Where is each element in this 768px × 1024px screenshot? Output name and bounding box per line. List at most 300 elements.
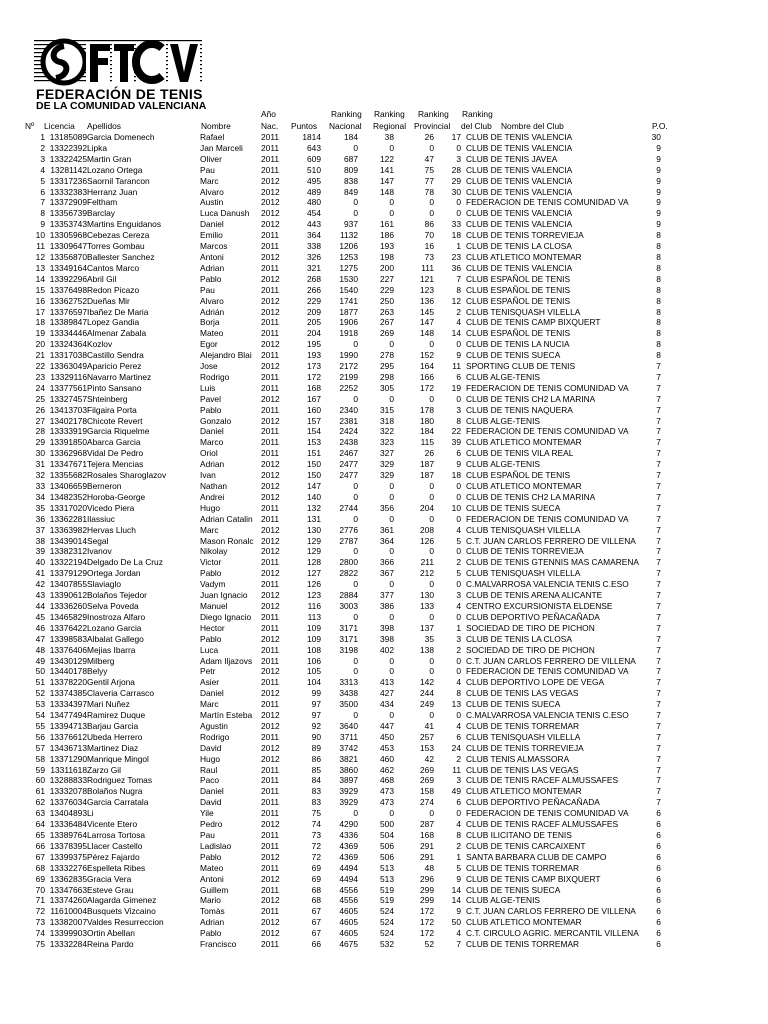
- cell-licencia: 13185089: [49, 132, 87, 142]
- cell-licencia: 13336484: [49, 819, 87, 830]
- cell-rank-nacional: 4605: [339, 928, 358, 939]
- cell-rank-regional: 356: [380, 502, 394, 513]
- cell-rank-club: 18: [451, 470, 461, 481]
- table-row: [24, 874, 661, 885]
- cell-ano-nac: 2011: [261, 317, 280, 328]
- cell-rank-regional: 427: [380, 688, 394, 699]
- cell-row-number: 3: [40, 153, 45, 164]
- cell-apellidos: Ivanov: [87, 546, 112, 557]
- cell-club-name: CLUB DE TENIS JAVEA: [466, 153, 558, 164]
- cell-rank-nacional: 3711: [339, 731, 358, 742]
- table-row: [24, 470, 661, 481]
- cell-po: 6: [656, 840, 661, 851]
- cell-rank-provincial: 0: [429, 339, 434, 350]
- table-row: [24, 459, 661, 470]
- cell-rank-club: 0: [456, 142, 461, 153]
- cell-row-number: 35: [35, 502, 45, 513]
- cell-puntos: 153: [307, 437, 321, 448]
- cell-apellidos: Horoba-George: [87, 491, 146, 502]
- cell-rank-regional: 322: [380, 426, 394, 437]
- cell-licencia: 13311618: [50, 764, 87, 775]
- cell-apellidos: Ortin Abellan: [87, 928, 135, 939]
- cell-puntos: 321: [307, 262, 321, 273]
- table-row: [24, 852, 661, 863]
- cell-apellidos: Shteinberg: [87, 393, 128, 404]
- cell-rank-provincial: 172: [420, 906, 434, 917]
- cell-licencia: 13374260: [49, 895, 87, 906]
- cell-club-name: FEDERACION DE TENIS COMUNIDAD VA: [466, 382, 629, 393]
- cell-apellidos: Reina Pardo: [87, 939, 134, 950]
- table-row: [24, 917, 661, 928]
- cell-licencia: 13317038: [49, 350, 87, 361]
- cell-po: 8: [656, 251, 661, 262]
- cell-rank-regional: 38: [384, 132, 394, 142]
- cell-licencia: 13356870: [49, 251, 87, 262]
- cell-rank-nacional: 1906: [339, 317, 358, 328]
- cell-ano-nac: 2011: [261, 502, 280, 513]
- cell-row-number: 7: [40, 197, 45, 208]
- cell-rank-provincial: 164: [420, 361, 434, 372]
- cell-po: 8: [656, 284, 661, 295]
- cell-club-name: CLUB ALGE-TENIS: [466, 371, 541, 382]
- cell-rank-provincial: 75: [424, 164, 434, 175]
- cell-apellidos: Saornil Tarancon: [87, 175, 150, 186]
- table-row: [24, 274, 661, 285]
- cell-licencia: 13389847: [49, 317, 87, 328]
- cell-row-number: 27: [35, 415, 45, 426]
- table-row: [24, 612, 661, 623]
- cell-rank-regional: 506: [380, 851, 394, 862]
- cell-row-number: 61: [35, 786, 45, 797]
- cell-puntos: 168: [307, 382, 321, 393]
- cell-po: 9: [656, 142, 661, 153]
- cell-apellidos: Ortega Jordan: [87, 568, 141, 579]
- cell-ano-nac: 2011: [261, 622, 280, 633]
- cell-rank-provincial: 148: [420, 328, 434, 339]
- cell-rank-provincial: 26: [424, 448, 434, 459]
- cell-row-number: 25: [35, 393, 45, 404]
- cell-row-number: 38: [35, 535, 45, 546]
- table-row: [24, 536, 661, 547]
- cell-po: 6: [656, 917, 661, 928]
- cell-po: 7: [656, 568, 661, 579]
- cell-rank-nacional: 0: [353, 513, 358, 524]
- cell-puntos: 173: [307, 361, 321, 372]
- cell-club-name: CLUB ESPAÑOL DE TENIS: [466, 470, 571, 481]
- cell-rank-club: 22: [451, 426, 461, 437]
- cell-rank-nacional: 849: [344, 186, 358, 197]
- table-row: [24, 688, 661, 699]
- table-row: [24, 754, 661, 765]
- cell-club-name: CLUB DE TENIS VALENCIA: [466, 132, 573, 142]
- cell-ano-nac: 2012: [261, 688, 280, 699]
- cell-apellidos: Lozano Ortega: [87, 164, 143, 175]
- cell-ano-nac: 2012: [261, 415, 280, 426]
- cell-rank-club: 0: [456, 710, 461, 721]
- cell-rank-regional: 0: [389, 513, 394, 524]
- cell-rank-provincial: 0: [429, 513, 434, 524]
- cell-po: 7: [656, 470, 661, 481]
- cell-rank-club: 4: [456, 317, 461, 328]
- cell-ano-nac: 2011: [261, 731, 280, 742]
- cell-rank-club: 0: [456, 611, 461, 622]
- cell-row-number: 75: [35, 939, 45, 950]
- cell-rank-club: 9: [456, 873, 461, 884]
- cell-apellidos: Garcia Riquelme: [87, 426, 150, 437]
- cell-ano-nac: 2012: [261, 873, 280, 884]
- cell-nombre: Andrei: [200, 491, 225, 502]
- cell-po: 9: [656, 164, 661, 175]
- cell-puntos: 123: [307, 590, 321, 601]
- cell-licencia: 13288833: [49, 775, 87, 786]
- cell-po: 9: [656, 175, 661, 186]
- cell-ano-nac: 2012: [261, 393, 280, 404]
- cell-licencia: 13336260: [49, 600, 87, 611]
- cell-nombre: Luca: [200, 644, 219, 655]
- cell-puntos: 643: [307, 142, 321, 153]
- cell-club-name: CLUB DE TENIS NAQUERA: [466, 404, 573, 415]
- cell-row-number: 20: [35, 339, 45, 350]
- cell-rank-nacional: 2424: [339, 426, 358, 437]
- cell-puntos: 609: [307, 153, 321, 164]
- cell-licencia: 13482352: [49, 491, 87, 502]
- cell-rank-provincial: 172: [420, 917, 434, 928]
- cell-nombre: Nathan: [200, 481, 228, 491]
- cell-rank-regional: 148: [380, 186, 394, 197]
- cell-rank-regional: 329: [380, 470, 394, 481]
- cell-rank-regional: 450: [380, 731, 394, 742]
- cell-rank-regional: 227: [380, 273, 394, 284]
- table-row: [24, 590, 661, 601]
- table-row: [24, 830, 661, 841]
- table-row: [24, 557, 661, 568]
- cell-puntos: 454: [307, 208, 321, 219]
- cell-row-number: 60: [35, 775, 45, 786]
- cell-club-name: CLUB DE TENIS LA CLOSA: [466, 241, 572, 252]
- cell-nombre: Hugo: [200, 753, 221, 764]
- cell-puntos: 68: [311, 884, 321, 895]
- cell-rank-nacional: 809: [344, 164, 358, 175]
- table-row: [24, 285, 661, 296]
- cell-rank-club: 0: [456, 513, 461, 524]
- cell-licencia: 13382312: [49, 546, 87, 557]
- cell-rank-regional: 0: [389, 611, 394, 622]
- cell-rank-regional: 0: [389, 655, 394, 666]
- cell-club-name: CLUB DE TENIS VALENCIA: [466, 186, 573, 197]
- cell-rank-provincial: 0: [429, 481, 434, 491]
- cell-nombre: Mateo: [200, 862, 224, 873]
- cell-rank-regional: 386: [380, 600, 394, 611]
- header-club: Nombre del Club: [501, 121, 564, 131]
- cell-rank-club: 33: [451, 219, 461, 230]
- cell-club-name: CLUB DE TENIS CH2 LA MARINA: [466, 491, 596, 502]
- cell-ano-nac: 2012: [261, 633, 280, 644]
- cell-apellidos: Lozano Garcia: [87, 622, 142, 633]
- cell-nombre: Emilio: [200, 230, 223, 241]
- cell-po: 8: [656, 317, 661, 328]
- cell-apellidos: Navarro Martinez: [87, 371, 152, 382]
- cell-club-name: CLUB DE TENIS LA NUCIA: [466, 339, 570, 350]
- cell-apellidos: Li: [87, 808, 94, 819]
- cell-po: 7: [656, 415, 661, 426]
- cell-club-name: CLUB DE TENIS TORREMAR: [466, 862, 580, 873]
- cell-row-number: 17: [35, 306, 45, 317]
- cell-rank-provincial: 168: [420, 830, 434, 840]
- cell-nombre: Francisco: [200, 939, 237, 950]
- cell-rank-provincial: 138: [420, 644, 434, 655]
- cell-rank-regional: 0: [389, 710, 394, 721]
- header-po: P.O.: [652, 121, 668, 131]
- cell-apellidos: Slaviaglo: [87, 579, 121, 590]
- cell-ano-nac: 2011: [261, 448, 280, 459]
- cell-rank-provincial: 0: [429, 655, 434, 666]
- cell-rank-provincial: 187: [420, 470, 434, 481]
- cell-nombre: Rodrigo: [200, 731, 230, 742]
- header-rank-nac-bottom: Nacional: [329, 121, 362, 131]
- cell-rank-club: 0: [456, 666, 461, 677]
- cell-rank-regional: 0: [389, 481, 394, 491]
- cell-rank-nacional: 937: [344, 219, 358, 230]
- cell-ano-nac: 2012: [261, 546, 280, 557]
- cell-club-name: CLUB DE TENIS TORREMAR: [466, 720, 580, 731]
- cell-club-name: CLUB DE TENIS RACEF ALMUSSAFES: [466, 775, 619, 786]
- cell-row-number: 13: [35, 262, 45, 273]
- table-row: [24, 339, 661, 350]
- cell-rank-regional: 200: [380, 262, 394, 273]
- cell-licencia: 13376406: [49, 644, 87, 655]
- cell-rank-nacional: 0: [353, 611, 358, 622]
- cell-rank-provincial: 133: [420, 600, 434, 611]
- table-row: [24, 732, 661, 743]
- table-row: [24, 307, 661, 318]
- cell-puntos: 72: [311, 840, 321, 851]
- cell-nombre: Pablo: [200, 928, 222, 939]
- cell-apellidos: Redon Picazo: [87, 284, 140, 295]
- cell-row-number: 62: [35, 797, 45, 808]
- cell-nombre: David: [200, 797, 222, 808]
- cell-po: 6: [656, 862, 661, 873]
- cell-puntos: 126: [307, 579, 321, 590]
- cell-ano-nac: 2011: [261, 350, 280, 361]
- cell-puntos: 147: [307, 481, 321, 491]
- cell-rank-regional: 147: [380, 175, 394, 186]
- cell-rank-regional: 161: [380, 219, 394, 230]
- cell-nombre: Pau: [200, 830, 215, 840]
- cell-puntos: 67: [311, 917, 321, 928]
- cell-apellidos: Abarca Garcia: [87, 437, 141, 448]
- cell-club-name: CLUB DE TENIS VALENCIA: [466, 219, 573, 230]
- cell-ano-nac: 2012: [261, 186, 280, 197]
- cell-puntos: 113: [307, 611, 321, 622]
- cell-nombre: Luis: [200, 382, 216, 393]
- cell-nombre: Diego Ignacio: [200, 611, 252, 622]
- cell-row-number: 72: [35, 906, 45, 917]
- cell-row-number: 63: [35, 808, 45, 819]
- ranking-table: [24, 132, 661, 950]
- cell-row-number: 73: [35, 917, 45, 928]
- cell-rank-club: 0: [456, 481, 461, 491]
- cell-rank-provincial: 52: [424, 939, 434, 950]
- cell-ano-nac: 2012: [261, 470, 280, 481]
- cell-po: 8: [656, 273, 661, 284]
- cell-puntos: 89: [311, 742, 321, 753]
- cell-rank-nacional: 2800: [339, 557, 358, 568]
- cell-po: 7: [656, 699, 661, 710]
- cell-nombre: Daniel: [200, 786, 224, 797]
- cell-rank-nacional: 3821: [339, 753, 358, 764]
- cell-nombre: Tomàs: [200, 906, 225, 917]
- cell-club-name: CLUB DE TENIS TORREMAR: [466, 939, 580, 950]
- cell-nombre: Marc: [200, 524, 219, 535]
- cell-rank-regional: 0: [389, 808, 394, 819]
- cell-apellidos: Pinto Sansano: [87, 382, 142, 393]
- cell-rank-nacional: 4605: [339, 917, 358, 928]
- table-row: [24, 797, 661, 808]
- cell-ano-nac: 2011: [261, 132, 280, 142]
- cell-rank-provincial: 208: [420, 524, 434, 535]
- cell-club-name: CLUB DE TENIS SUECA: [466, 350, 561, 361]
- cell-ano-nac: 2012: [261, 851, 280, 862]
- cell-nombre: Mateo: [200, 328, 224, 339]
- cell-rank-provincial: 0: [429, 208, 434, 219]
- cell-rank-regional: 263: [380, 306, 394, 317]
- table-row: [24, 895, 661, 906]
- cell-row-number: 28: [35, 426, 45, 437]
- cell-rank-club: 18: [451, 230, 461, 241]
- cell-ano-nac: 2011: [261, 764, 280, 775]
- cell-ano-nac: 2011: [261, 677, 280, 688]
- cell-rank-club: 8: [456, 688, 461, 699]
- cell-puntos: 109: [307, 633, 321, 644]
- cell-po: 8: [656, 328, 661, 339]
- cell-row-number: 32: [35, 470, 45, 481]
- cell-club-name: FEDERACION DE TENIS COMUNIDAD VA: [466, 197, 629, 208]
- cell-puntos: 131: [307, 513, 321, 524]
- cell-puntos: 127: [307, 568, 321, 579]
- cell-rank-nacional: 0: [353, 666, 358, 677]
- cell-po: 7: [656, 590, 661, 601]
- cell-rank-club: 10: [451, 502, 461, 513]
- cell-puntos: 74: [311, 819, 321, 830]
- cell-rank-regional: 0: [389, 393, 394, 404]
- cell-rank-regional: 269: [380, 328, 394, 339]
- cell-rank-club: 2: [456, 840, 461, 851]
- cell-nombre: Ladislao: [200, 840, 232, 851]
- cell-nombre: Rodrigo: [200, 371, 230, 382]
- cell-row-number: 46: [35, 622, 45, 633]
- table-row: [24, 492, 661, 503]
- cell-rank-club: 0: [456, 808, 461, 819]
- cell-club-name: SPORTING CLUB DE TENIS: [466, 361, 576, 372]
- cell-rank-provincial: 86: [424, 219, 434, 230]
- cell-puntos: 510: [307, 164, 321, 175]
- cell-rank-nacional: 1275: [339, 262, 358, 273]
- cell-apellidos: Manrique Mingol: [87, 753, 149, 764]
- cell-po: 7: [656, 491, 661, 502]
- cell-licencia: 13389764: [49, 830, 87, 840]
- cell-ano-nac: 2012: [261, 753, 280, 764]
- cell-row-number: 40: [35, 557, 45, 568]
- cell-licencia: 13413703: [49, 404, 87, 415]
- cell-club-name: CLUB DE TENIS LAS VEGAS: [466, 764, 579, 775]
- cell-apellidos: Martins Enguidanos: [87, 219, 162, 230]
- cell-club-name: CLUB ATLETICO MONTEMAR: [466, 481, 582, 491]
- cell-rank-nacional: 3640: [339, 720, 358, 731]
- cell-rank-nacional: 687: [344, 153, 358, 164]
- cell-rank-regional: 305: [380, 382, 394, 393]
- cell-licencia: 13377561: [49, 382, 87, 393]
- cell-club-name: SOCIEDAD DE TIRO DE PICHON: [466, 622, 595, 633]
- cell-licencia: 13362835: [49, 873, 87, 884]
- cell-rank-regional: 0: [389, 208, 394, 219]
- cell-rank-nacional: 1877: [339, 306, 358, 317]
- cell-rank-regional: 366: [380, 557, 394, 568]
- cell-licencia: 13398583: [49, 633, 87, 644]
- cell-rank-club: 0: [456, 393, 461, 404]
- cell-rank-club: 9: [456, 459, 461, 470]
- cell-licencia: 13327457: [49, 393, 87, 404]
- cell-rank-regional: 0: [389, 339, 394, 350]
- cell-rank-regional: 377: [380, 590, 394, 601]
- cell-nombre: Pablo: [200, 633, 222, 644]
- header-apellidos: Apellidos: [87, 121, 121, 131]
- cell-nombre: Oliver: [200, 153, 222, 164]
- cell-rank-provincial: 0: [429, 579, 434, 590]
- cell-puntos: 108: [307, 644, 321, 655]
- cell-po: 9: [656, 219, 661, 230]
- table-row: [24, 579, 661, 590]
- table-row: [24, 786, 661, 797]
- table-row: [24, 383, 661, 394]
- cell-club-name: CLUB DE TENIS VALENCIA: [466, 142, 573, 153]
- cell-apellidos: Segal: [87, 535, 109, 546]
- cell-po: 7: [656, 611, 661, 622]
- cell-row-number: 37: [35, 524, 45, 535]
- cell-rank-nacional: 0: [353, 546, 358, 557]
- cell-rank-provincial: 249: [420, 699, 434, 710]
- cell-rank-regional: 0: [389, 197, 394, 208]
- cell-licencia: 13372909: [49, 197, 87, 208]
- cell-row-number: 9: [40, 219, 45, 230]
- cell-row-number: 26: [35, 404, 45, 415]
- cell-rank-regional: 504: [380, 830, 394, 840]
- cell-rank-regional: 519: [380, 895, 394, 906]
- cell-rank-regional: 513: [380, 862, 394, 873]
- cell-rank-provincial: 137: [420, 622, 434, 633]
- cell-apellidos: Vidal De Pedro: [87, 448, 144, 459]
- cell-rank-club: 2: [456, 557, 461, 568]
- cell-rank-nacional: 0: [353, 808, 358, 819]
- cell-row-number: 5: [40, 175, 45, 186]
- cell-nombre: Daniel: [200, 688, 224, 699]
- cell-rank-provincial: 147: [420, 317, 434, 328]
- cell-rank-nacional: 0: [353, 393, 358, 404]
- cell-po: 7: [656, 775, 661, 786]
- table-row: [24, 623, 661, 634]
- cell-club-name: CLUB DE TENIS ARENA ALICANTE: [466, 590, 603, 601]
- cell-rank-club: 3: [456, 153, 461, 164]
- cell-row-number: 45: [35, 611, 45, 622]
- header-rank-nac-top: Ranking: [331, 109, 362, 119]
- cell-rank-nacional: 2822: [339, 568, 358, 579]
- cell-nombre: Yile: [200, 808, 214, 819]
- cell-rank-provincial: 211: [420, 557, 434, 568]
- cell-rank-regional: 434: [380, 699, 394, 710]
- table-row: [24, 666, 661, 677]
- cell-rank-regional: 250: [380, 295, 394, 306]
- cell-club-name: CLUB ESPAÑOL DE TENIS: [466, 273, 571, 284]
- table-row: [24, 154, 661, 165]
